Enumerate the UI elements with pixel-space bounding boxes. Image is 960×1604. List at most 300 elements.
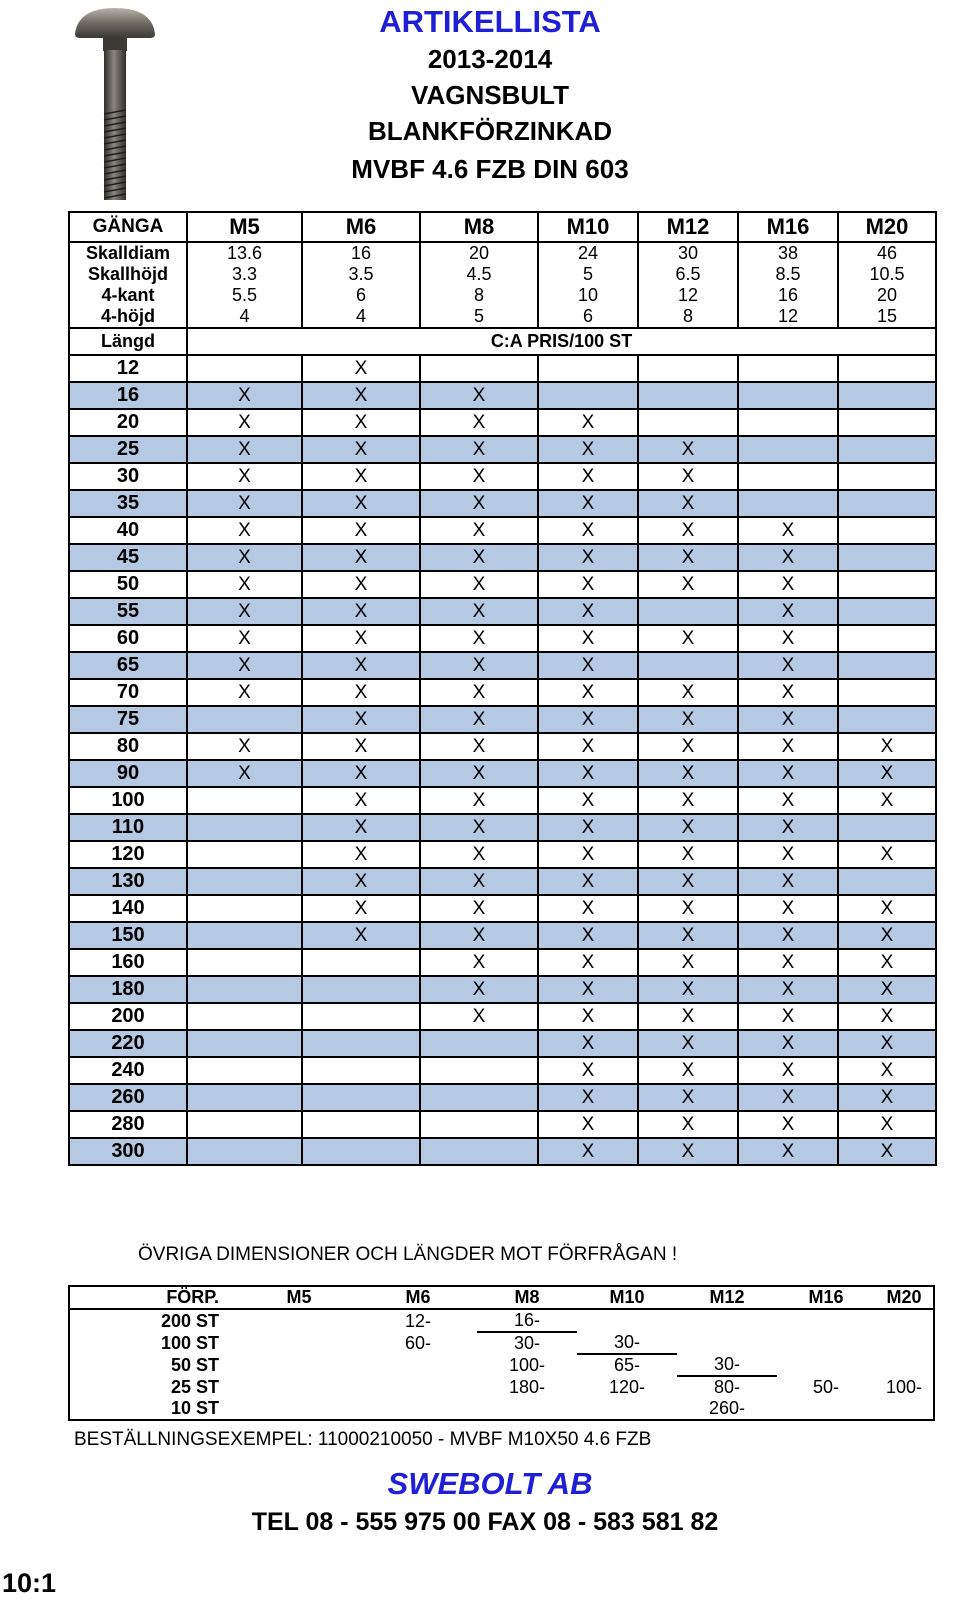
packaging-cell xyxy=(239,1309,359,1332)
availability-cell: X xyxy=(538,868,638,895)
availability-cell xyxy=(187,1111,302,1138)
availability-cell xyxy=(838,382,936,409)
spec-value: 16 xyxy=(738,285,838,306)
availability-cell: X xyxy=(302,652,420,679)
table-row xyxy=(69,706,936,733)
availability-cell xyxy=(538,355,638,382)
availability-cell xyxy=(738,436,838,463)
table-row xyxy=(69,787,936,814)
availability-cell xyxy=(302,976,420,1003)
length-cell: 55 xyxy=(69,598,187,625)
packaging-cell: 180- xyxy=(508,1376,546,1397)
availability-cell: X xyxy=(638,463,738,490)
availability-cell: X xyxy=(420,814,538,841)
availability-cell: X xyxy=(420,382,538,409)
packaging-cell: 100- xyxy=(508,1354,546,1375)
spec-value: 20 xyxy=(838,285,936,306)
page-number: 10:1 xyxy=(2,1568,57,1598)
packaging-cell xyxy=(239,1354,359,1376)
length-cell: 40 xyxy=(69,517,187,544)
availability-cell: X xyxy=(302,517,420,544)
length-cell: 16 xyxy=(69,382,187,409)
availability-cell: X xyxy=(538,598,638,625)
availability-cell xyxy=(638,409,738,436)
availability-cell: X xyxy=(738,544,838,571)
availability-cell: X xyxy=(187,409,302,436)
availability-cell: X xyxy=(738,706,838,733)
availability-cell: X xyxy=(838,1057,936,1084)
availability-cell xyxy=(420,355,538,382)
packaging-row xyxy=(69,1376,934,1398)
table-row xyxy=(69,814,936,841)
spec-value: 5 xyxy=(538,264,638,285)
table-row xyxy=(69,922,936,949)
length-cell: 300 xyxy=(69,1138,187,1165)
length-cell: 160 xyxy=(69,949,187,976)
packaging-cell xyxy=(359,1354,477,1376)
availability-cell: X xyxy=(738,949,838,976)
length-cell: 60 xyxy=(69,625,187,652)
availability-cell: X xyxy=(420,490,538,517)
availability-cell xyxy=(420,1030,538,1057)
length-cell: 150 xyxy=(69,922,187,949)
contact-phone-fax: TEL 08 - 555 975 00 FAX 08 - 583 581 82 xyxy=(251,1508,719,1536)
length-cell: 65 xyxy=(69,652,187,679)
availability-cell xyxy=(187,949,302,976)
availability-cell: X xyxy=(420,463,538,490)
table-row xyxy=(69,679,936,706)
other-dimensions-note: ÖVRIGA DIMENSIONER OCH LÄNGDER MOT FÖRFRÅGAN ! xyxy=(138,1244,678,1265)
length-cell: 25 xyxy=(69,436,187,463)
table-row xyxy=(69,355,936,382)
availability-cell xyxy=(302,949,420,976)
availability-cell: X xyxy=(187,517,302,544)
availability-cell: X xyxy=(838,949,936,976)
availability-cell: X xyxy=(538,679,638,706)
availability-cell: X xyxy=(187,544,302,571)
availability-cell: X xyxy=(302,895,420,922)
table-row xyxy=(69,733,936,760)
availability-cell: X xyxy=(838,1084,936,1111)
table-row xyxy=(69,841,936,868)
availability-cell: X xyxy=(187,463,302,490)
length-cell: 220 xyxy=(69,1030,187,1057)
availability-cell: X xyxy=(738,571,838,598)
availability-cell: X xyxy=(838,1003,936,1030)
packaging-cell xyxy=(777,1332,875,1354)
table-row xyxy=(69,490,936,517)
availability-cell: X xyxy=(638,922,738,949)
availability-cell xyxy=(738,382,838,409)
availability-cell: X xyxy=(638,787,738,814)
availability-cell: X xyxy=(638,1111,738,1138)
spec-value: 6 xyxy=(302,285,420,306)
availability-cell: X xyxy=(302,571,420,598)
size-header: M8 xyxy=(420,212,538,242)
availability-cell: X xyxy=(738,598,838,625)
availability-cell: X xyxy=(420,652,538,679)
packaging-cell: 80- xyxy=(713,1377,740,1397)
availability-cell: X xyxy=(738,922,838,949)
table-row xyxy=(69,1084,936,1111)
availability-cell: X xyxy=(738,1138,838,1165)
availability-cell xyxy=(420,1057,538,1084)
availability-cell: X xyxy=(420,517,538,544)
availability-cell: X xyxy=(420,571,538,598)
availability-cell: X xyxy=(420,841,538,868)
spec-value: 4.5 xyxy=(420,264,538,285)
availability-cell: X xyxy=(838,841,936,868)
availability-cell: X xyxy=(187,436,302,463)
availability-cell: X xyxy=(420,922,538,949)
availability-cell: X xyxy=(638,517,738,544)
length-cell: 260 xyxy=(69,1084,187,1111)
length-cell: 100 xyxy=(69,787,187,814)
availability-cell: X xyxy=(738,841,838,868)
spec-value: 30 xyxy=(638,242,738,264)
availability-cell xyxy=(838,814,936,841)
availability-cell xyxy=(187,355,302,382)
availability-cell: X xyxy=(420,436,538,463)
table-row xyxy=(69,382,936,409)
availability-cell: X xyxy=(638,1084,738,1111)
availability-cell: X xyxy=(420,787,538,814)
packaging-cell: 65- xyxy=(613,1355,640,1375)
length-cell: 280 xyxy=(69,1111,187,1138)
availability-cell: X xyxy=(302,409,420,436)
packaging-cell xyxy=(777,1398,875,1420)
table-row xyxy=(69,409,936,436)
availability-cell: X xyxy=(638,868,738,895)
length-cell: 110 xyxy=(69,814,187,841)
packaging-cell xyxy=(677,1332,777,1354)
availability-cell: X xyxy=(302,868,420,895)
table-row xyxy=(69,868,936,895)
availability-cell: X xyxy=(538,760,638,787)
availability-cell: X xyxy=(302,355,420,382)
spec-value: 5.5 xyxy=(187,285,302,306)
packaging-label: FÖRP. xyxy=(69,1286,239,1309)
packaging-row xyxy=(69,1309,934,1332)
availability-cell xyxy=(738,355,838,382)
availability-cell: X xyxy=(838,976,936,1003)
packaging-size-header: M16 xyxy=(777,1286,875,1309)
availability-cell xyxy=(187,1003,302,1030)
availability-cell: X xyxy=(302,598,420,625)
availability-cell: X xyxy=(302,382,420,409)
packaging-size-header: M5 xyxy=(239,1286,359,1309)
availability-cell xyxy=(738,409,838,436)
availability-cell: X xyxy=(738,760,838,787)
availability-cell: X xyxy=(187,571,302,598)
availability-cell: X xyxy=(538,1057,638,1084)
packaging-cell xyxy=(875,1309,934,1332)
availability-cell: X xyxy=(538,1111,638,1138)
availability-cell: X xyxy=(738,1003,838,1030)
packaging-cell xyxy=(359,1376,477,1398)
length-label: Längd xyxy=(69,328,187,355)
availability-cell: X xyxy=(538,409,638,436)
length-cell: 50 xyxy=(69,571,187,598)
company-name: SWEBOLT AB xyxy=(387,1466,593,1501)
availability-cell: X xyxy=(638,490,738,517)
availability-cell: X xyxy=(420,760,538,787)
spec-value: 4 xyxy=(302,306,420,328)
availability-cell: X xyxy=(420,1003,538,1030)
availability-cell xyxy=(420,1084,538,1111)
availability-cell: X xyxy=(738,679,838,706)
availability-cell xyxy=(187,922,302,949)
availability-cell: X xyxy=(538,841,638,868)
size-header: M16 xyxy=(738,212,838,242)
packaging-cell xyxy=(777,1354,875,1376)
packaging-cell: 12- xyxy=(404,1310,431,1331)
availability-cell: X xyxy=(738,814,838,841)
table-row xyxy=(69,598,936,625)
availability-cell: X xyxy=(420,895,538,922)
packaging-table xyxy=(68,1285,935,1421)
price-label: C:A PRIS/100 ST xyxy=(187,328,936,355)
availability-cell: X xyxy=(538,571,638,598)
availability-cell: X xyxy=(420,976,538,1003)
packaging-cell xyxy=(677,1309,777,1332)
availability-cell: X xyxy=(838,760,936,787)
availability-cell: X xyxy=(538,733,638,760)
length-cell: 12 xyxy=(69,355,187,382)
availability-cell xyxy=(302,1057,420,1084)
availability-cell: X xyxy=(738,1030,838,1057)
thread-header-row xyxy=(69,212,936,242)
length-cell: 240 xyxy=(69,1057,187,1084)
packaging-row xyxy=(69,1354,934,1376)
packaging-cell: 30- xyxy=(577,1332,677,1354)
availability-cell: X xyxy=(302,706,420,733)
product-finish: BLANKFÖRZINKAD xyxy=(367,116,613,146)
length-cell: 130 xyxy=(69,868,187,895)
availability-cell: X xyxy=(420,949,538,976)
availability-cell: X xyxy=(738,652,838,679)
length-cell: 35 xyxy=(69,490,187,517)
product-name: VAGNSBULT xyxy=(411,80,569,110)
availability-cell: X xyxy=(420,598,538,625)
availability-cell xyxy=(302,1003,420,1030)
availability-cell: X xyxy=(638,976,738,1003)
availability-cell: X xyxy=(638,1030,738,1057)
availability-cell: X xyxy=(738,976,838,1003)
availability-cell: X xyxy=(538,1084,638,1111)
availability-cell: X xyxy=(638,760,738,787)
availability-cell xyxy=(187,1030,302,1057)
packaging-cell: 100- xyxy=(885,1376,923,1397)
packaging-cell: 60- xyxy=(404,1332,431,1353)
packaging-cell xyxy=(577,1309,677,1332)
year-range: 2013-2014 xyxy=(427,44,553,74)
packaging-size-header: M20 xyxy=(875,1286,934,1309)
availability-cell: X xyxy=(638,841,738,868)
availability-cell xyxy=(838,868,936,895)
document-title: ARTIKELLISTA xyxy=(379,4,601,39)
availability-cell: X xyxy=(738,895,838,922)
availability-cell: X xyxy=(187,679,302,706)
packaging-quantity: 200 ST xyxy=(160,1310,219,1331)
availability-cell xyxy=(302,1111,420,1138)
availability-cell: X xyxy=(420,733,538,760)
availability-cell: X xyxy=(638,625,738,652)
availability-cell: X xyxy=(302,760,420,787)
packaging-cell xyxy=(875,1354,934,1376)
availability-cell: X xyxy=(538,517,638,544)
availability-cell: X xyxy=(302,625,420,652)
packaging-cell xyxy=(875,1332,934,1354)
availability-cell: X xyxy=(420,625,538,652)
spec-value: 38 xyxy=(738,242,838,264)
availability-cell: X xyxy=(302,544,420,571)
availability-cell: X xyxy=(538,463,638,490)
spec-value: 16 xyxy=(302,242,420,264)
availability-cell xyxy=(302,1084,420,1111)
spec-value: 6 xyxy=(538,306,638,328)
availability-cell xyxy=(838,517,936,544)
availability-cell: X xyxy=(302,733,420,760)
spec-value: 10.5 xyxy=(838,264,936,285)
availability-cell xyxy=(187,841,302,868)
length-cell: 140 xyxy=(69,895,187,922)
availability-cell xyxy=(838,652,936,679)
packaging-row xyxy=(69,1332,934,1354)
availability-cell xyxy=(302,1138,420,1165)
availability-cell xyxy=(302,1030,420,1057)
availability-cell: X xyxy=(838,787,936,814)
availability-cell: X xyxy=(638,1057,738,1084)
availability-cell xyxy=(738,490,838,517)
availability-cell: X xyxy=(538,895,638,922)
spec-value: 4 xyxy=(187,306,302,328)
packaging-size-header: M10 xyxy=(577,1286,677,1309)
availability-cell: X xyxy=(538,436,638,463)
availability-cell: X xyxy=(838,922,936,949)
packaging-cell xyxy=(239,1332,359,1354)
availability-cell: X xyxy=(538,976,638,1003)
availability-cell xyxy=(187,1138,302,1165)
availability-cell xyxy=(187,976,302,1003)
availability-cell xyxy=(838,625,936,652)
availability-cell: X xyxy=(638,949,738,976)
availability-cell xyxy=(638,355,738,382)
spec-row xyxy=(69,264,936,285)
availability-cell: X xyxy=(738,868,838,895)
table-row xyxy=(69,625,936,652)
product-code: MVBF 4.6 FZB DIN 603 xyxy=(351,154,629,184)
availability-cell: X xyxy=(538,1003,638,1030)
carriage-bolt-image xyxy=(70,4,160,204)
availability-cell xyxy=(187,787,302,814)
packaging-cell: 30- xyxy=(677,1354,777,1376)
size-header: M10 xyxy=(538,212,638,242)
availability-cell: X xyxy=(638,1138,738,1165)
availability-cell xyxy=(187,868,302,895)
spec-value: 5 xyxy=(420,306,538,328)
availability-cell: X xyxy=(187,382,302,409)
spec-value: 8 xyxy=(638,306,738,328)
availability-cell: X xyxy=(638,679,738,706)
availability-cell: X xyxy=(738,625,838,652)
availability-cell: X xyxy=(638,895,738,922)
availability-cell: X xyxy=(638,733,738,760)
length-cell: 75 xyxy=(69,706,187,733)
table-row xyxy=(69,1138,936,1165)
availability-cell: X xyxy=(187,625,302,652)
availability-cell xyxy=(187,814,302,841)
spec-value: 6.5 xyxy=(638,264,738,285)
availability-cell: X xyxy=(638,436,738,463)
spec-label: 4-kant xyxy=(69,285,187,306)
availability-cell: X xyxy=(738,1057,838,1084)
packaging-cell xyxy=(777,1309,875,1332)
availability-cell xyxy=(838,463,936,490)
availability-cell: X xyxy=(838,1030,936,1057)
length-cell: 120 xyxy=(69,841,187,868)
availability-cell xyxy=(420,1138,538,1165)
availability-cell xyxy=(838,706,936,733)
availability-cell: X xyxy=(538,490,638,517)
availability-cell: X xyxy=(302,841,420,868)
size-header: M5 xyxy=(187,212,302,242)
packaging-size-header: M8 xyxy=(477,1286,577,1309)
spec-row xyxy=(69,306,936,328)
availability-cell: X xyxy=(420,544,538,571)
spec-row xyxy=(69,285,936,306)
packaging-quantity: 100 ST xyxy=(160,1332,219,1353)
packaging-cell: 260- xyxy=(708,1398,746,1418)
availability-cell: X xyxy=(187,733,302,760)
availability-cell: X xyxy=(838,1111,936,1138)
availability-cell xyxy=(187,1057,302,1084)
availability-cell xyxy=(187,895,302,922)
table-row xyxy=(69,976,936,1003)
availability-cell: X xyxy=(638,571,738,598)
packaging-cell: 30- xyxy=(513,1333,540,1353)
availability-cell: X xyxy=(838,1138,936,1165)
table-row xyxy=(69,436,936,463)
spec-label: 4-höjd xyxy=(69,306,187,328)
availability-cell: X xyxy=(420,409,538,436)
availability-cell: X xyxy=(538,1030,638,1057)
availability-cell: X xyxy=(838,895,936,922)
availability-cell: X xyxy=(738,1111,838,1138)
size-header: M20 xyxy=(838,212,936,242)
availability-cell: X xyxy=(187,598,302,625)
packaging-cell: 120- xyxy=(608,1376,646,1397)
availability-cell: X xyxy=(538,922,638,949)
packaging-cell xyxy=(239,1376,359,1398)
availability-cell: X xyxy=(738,733,838,760)
length-cell: 45 xyxy=(69,544,187,571)
thread-label: GÄNGA xyxy=(69,212,187,242)
spec-value: 10 xyxy=(538,285,638,306)
length-cell: 30 xyxy=(69,463,187,490)
availability-cell: X xyxy=(420,679,538,706)
spec-label: Skallhöjd xyxy=(69,264,187,285)
spec-value: 12 xyxy=(638,285,738,306)
table-row xyxy=(69,949,936,976)
availability-cell: X xyxy=(302,463,420,490)
availability-cell: X xyxy=(638,706,738,733)
availability-cell: X xyxy=(538,949,638,976)
availability-cell: X xyxy=(302,679,420,706)
length-cell: 70 xyxy=(69,679,187,706)
availability-cell: X xyxy=(302,490,420,517)
order-example: BESTÄLLNINGSEXEMPEL: 11000210050 - MVBF M10X50 4.6 FZB xyxy=(74,1429,652,1450)
